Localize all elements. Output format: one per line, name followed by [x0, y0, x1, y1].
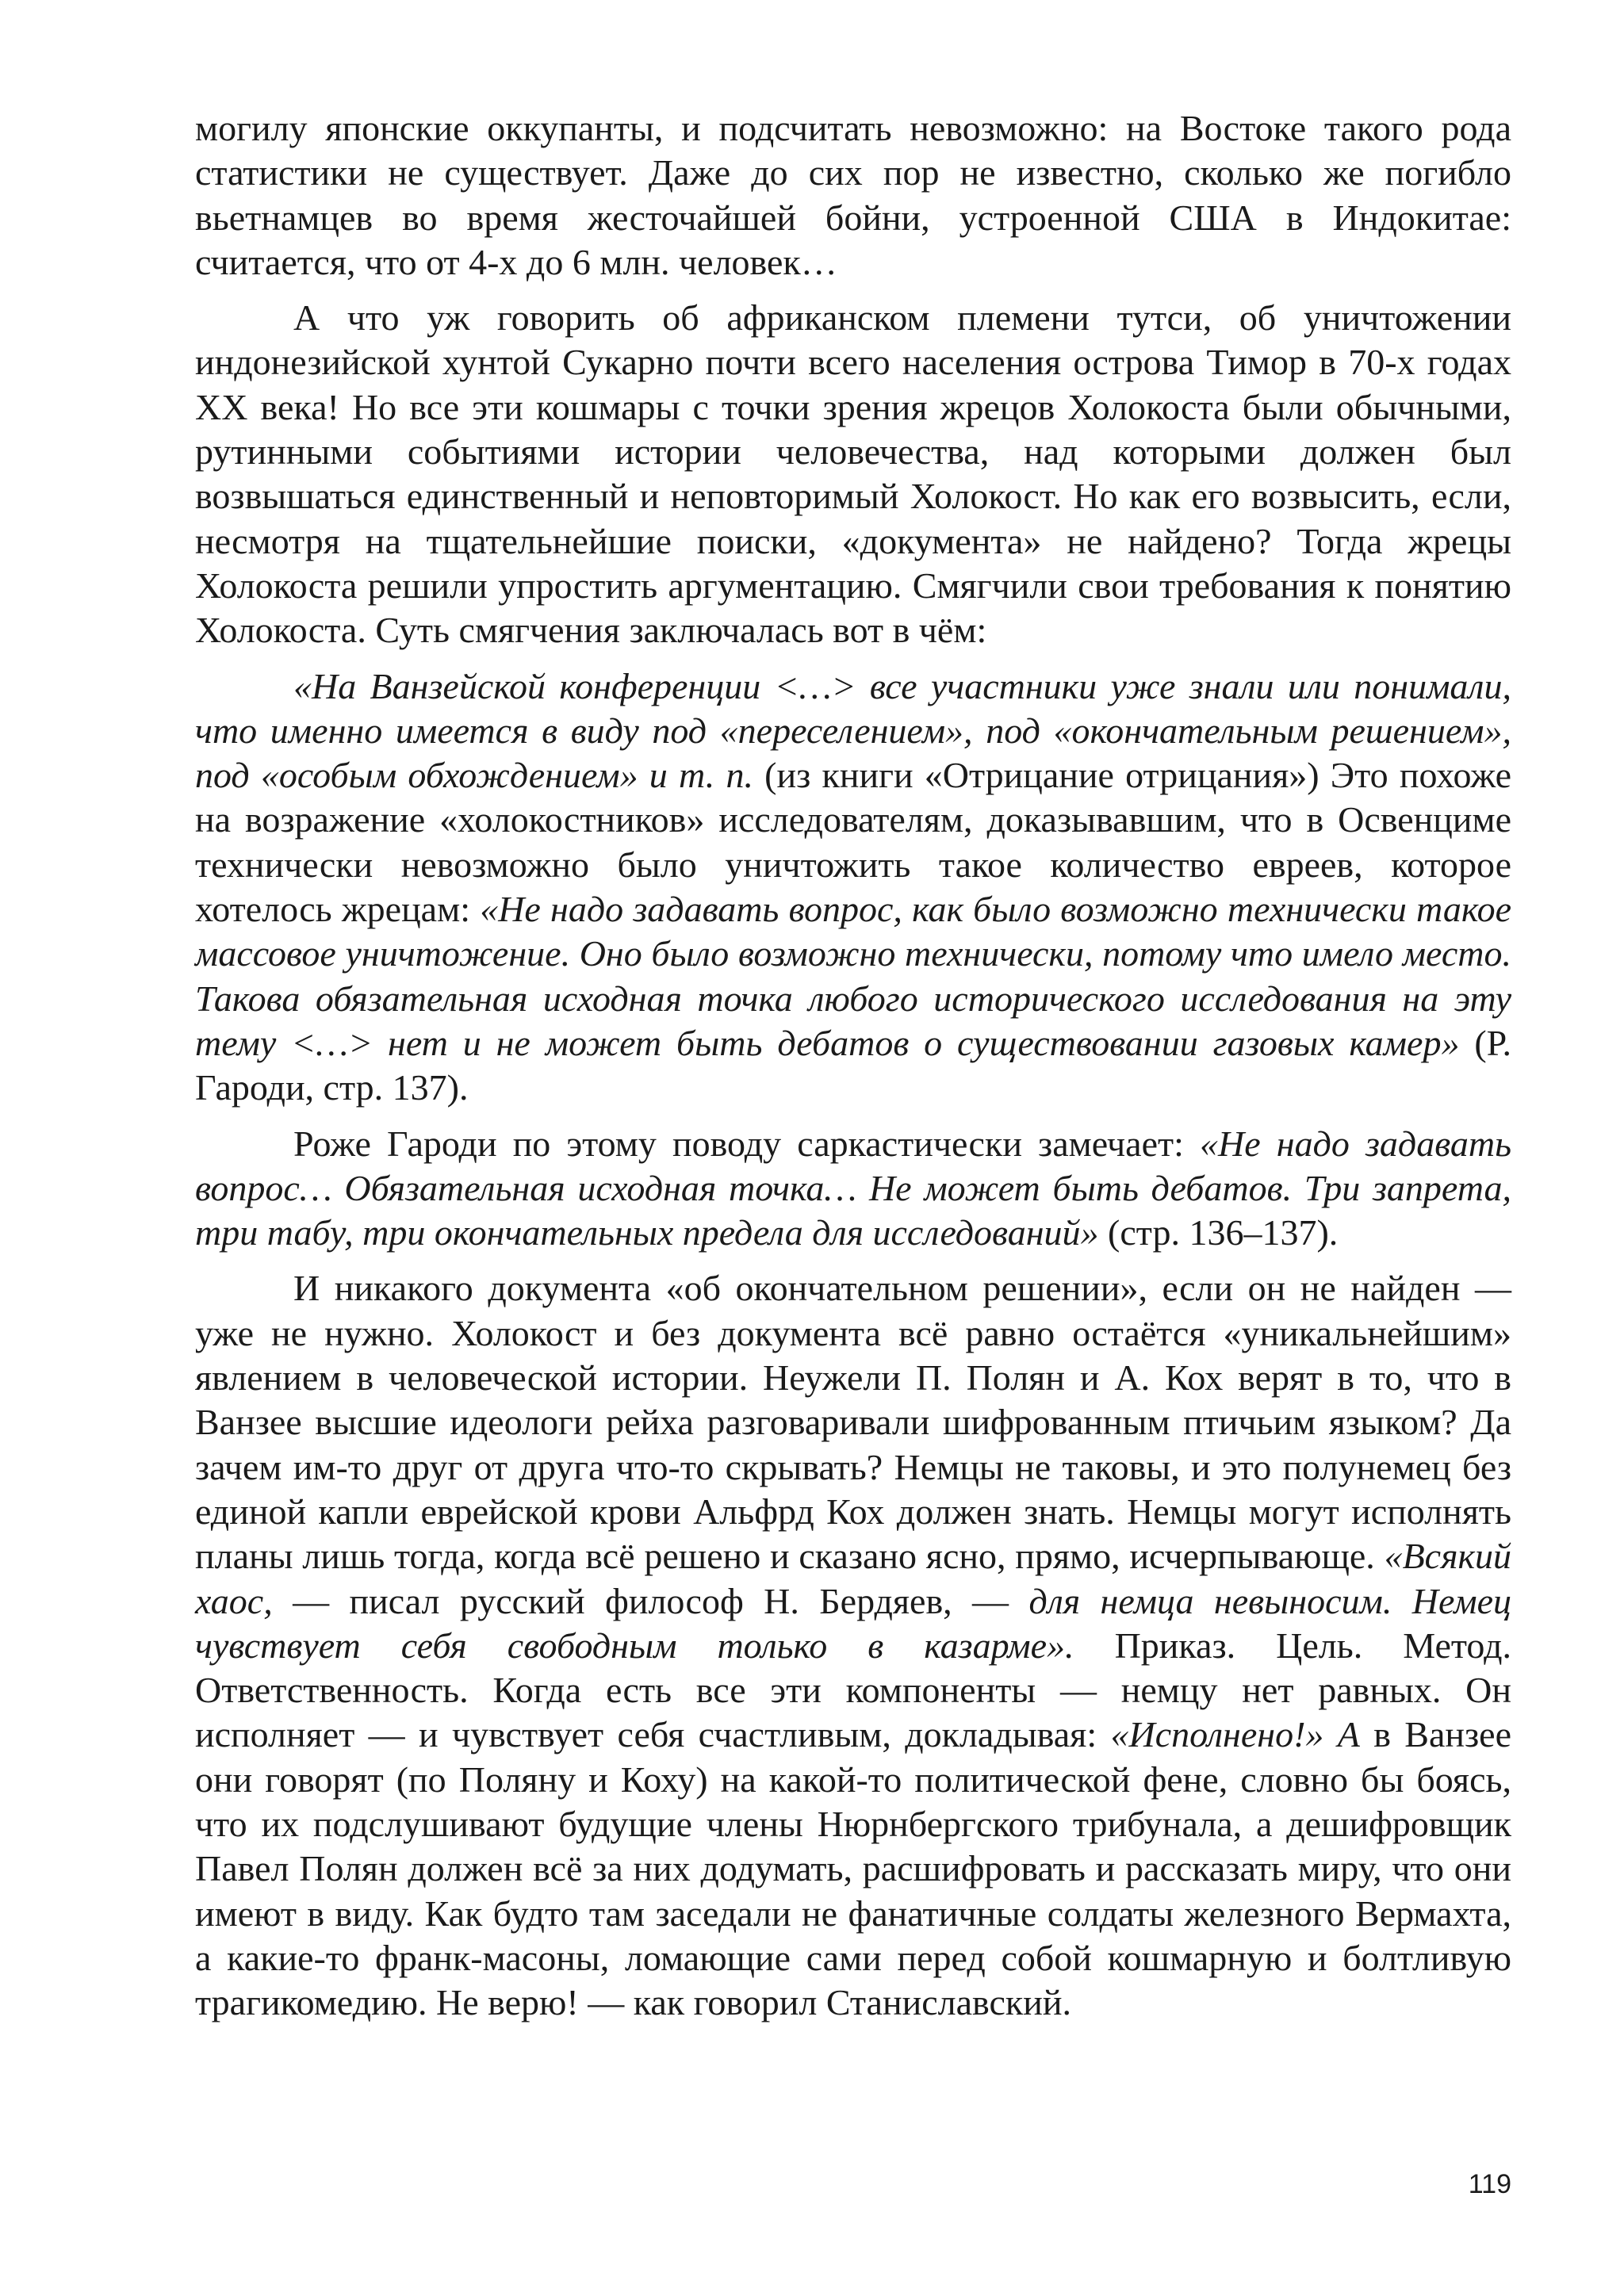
quote-text: «На Ванзейской конференции <…> все участники уже знали или понимали, что именно имеется в виду под «переселением», под «окончательным решением», под «особым обхождением» и т. п.	[195, 665, 1511, 796]
paragraph-text: (Р. Гароди, стр. 137).	[195, 1022, 1511, 1108]
quote-text: «Не надо задавать вопрос, как было возможно технически такое массовое уничтожение. Оно было возможно технически, потому что имело место. Такова обязательная исходная точка любого исторического исследования на эту тему <…> нет и не может быть дебатов о существовании газовых камер»	[195, 889, 1511, 1063]
paragraph-text: И никакого документа «об окончательном решении», если он не найден — уже не нужно. Холокост и без документа всё равно остаётся «уникальнейшим» явлением в человеческой истории. Неужели П. Полян и А. Кох верят в то, что в Ванзее высшие идеологи рейха разговаривали шифрованным птичьим языком? Да зачем им-то друг от друга что-то скрывать? Немцы не таковы, и это полунемец без единой капли еврейской крови Альфрд Кох должен знать. Немцы могут исполнять планы лишь тогда, когда всё решено и сказано ясно, прямо, исчерпывающе.	[195, 1268, 1511, 1577]
paragraph-text: (стр. 136–137).	[1098, 1212, 1339, 1253]
paragraph-text: (из книги «Отрицание отрицания») Это похоже на возражение «холокостников» исследователям, доказывавшим, что в Освенциме технически невозможно было уничтожить такое количество евреев, которое хотелось жрецам:	[195, 755, 1511, 930]
paragraph-3	[195, 664, 1511, 1111]
paragraph-text: в Ванзее они говорят (по Поляну и Коху) на какой-то политической фене, словно бы боясь, что их подслушивают будущие члены Нюрнбергского трибунала, а дешифровщик Павел Полян должен всё за них додумать, расшифровать и рассказать миру, что они имеют в виду. Как будто там заседали не фанатичные солдаты железного Вермахта, а какие-то франк-масоны, ломающие сами перед собой кошмарную и болтливую трагикомедию. Не верю! — как говорил Станиславский.	[195, 1714, 1511, 2023]
quote-text: «Исполнено!» А	[1110, 1714, 1360, 1755]
paragraph-text: Роже Гароди по этому поводу саркастически замечает:	[293, 1123, 1201, 1164]
quote-text: «Не надо задавать вопрос… Обязательная исходная точка… Не может быть дебатов. Три запрета, три табу, три окончательных предела для исследований»	[195, 1123, 1512, 1253]
paragraph-4	[195, 1122, 1511, 1256]
paragraph-5	[195, 1266, 1511, 2025]
paragraph-text: — писал русский философ Н. Бердяев, —	[272, 1580, 1029, 1621]
body-text	[195, 106, 1511, 2025]
paragraph-1	[195, 106, 1511, 285]
paragraph-text: могилу японские оккупанты, и подсчитать невозможно: на Востоке такого рода статистики не существует. Даже до сих пор не известно, сколько же погибло вьетнамцев во время жесточайшей бойни, устроенной США в Индокитае: считается, что от 4-х до 6 млн. человек…	[195, 108, 1511, 282]
quote-text: «Всякий хаос,	[195, 1536, 1511, 1621]
page-number: 119	[1468, 2169, 1511, 2199]
paragraph-text: Приказ. Цель. Метод. Ответственность. Когда есть все эти компоненты — немцу нет равных. Он исполняет — и чувствует себя счастливым, докладывая:	[195, 1624, 1511, 1755]
paragraph-text: А что уж говорить об африканском племени тутси, об уничтожении индонезийской хунтой Сукарно почти всего населения острова Тимор в 70-х годах ХХ века! Но все эти кошмары с точки зрения жрецов Холокоста были обычными, рутинными событиями истории человечества, над которыми должен был возвышаться единственный и неповторимый Холокост. Но как его возвысить, если, несмотря на тщательнейшие поиски, «документа» не найдено? Тогда жрецы Холокоста решили упростить аргументацию. Смягчили свои требования к понятию Холокоста. Суть смягчения заключалась вот в чём:	[195, 297, 1511, 651]
quote-text: для немца невыносим. Немец чувствует себя свободным только в казарме».	[195, 1580, 1511, 1666]
paragraph-2	[195, 296, 1511, 652]
